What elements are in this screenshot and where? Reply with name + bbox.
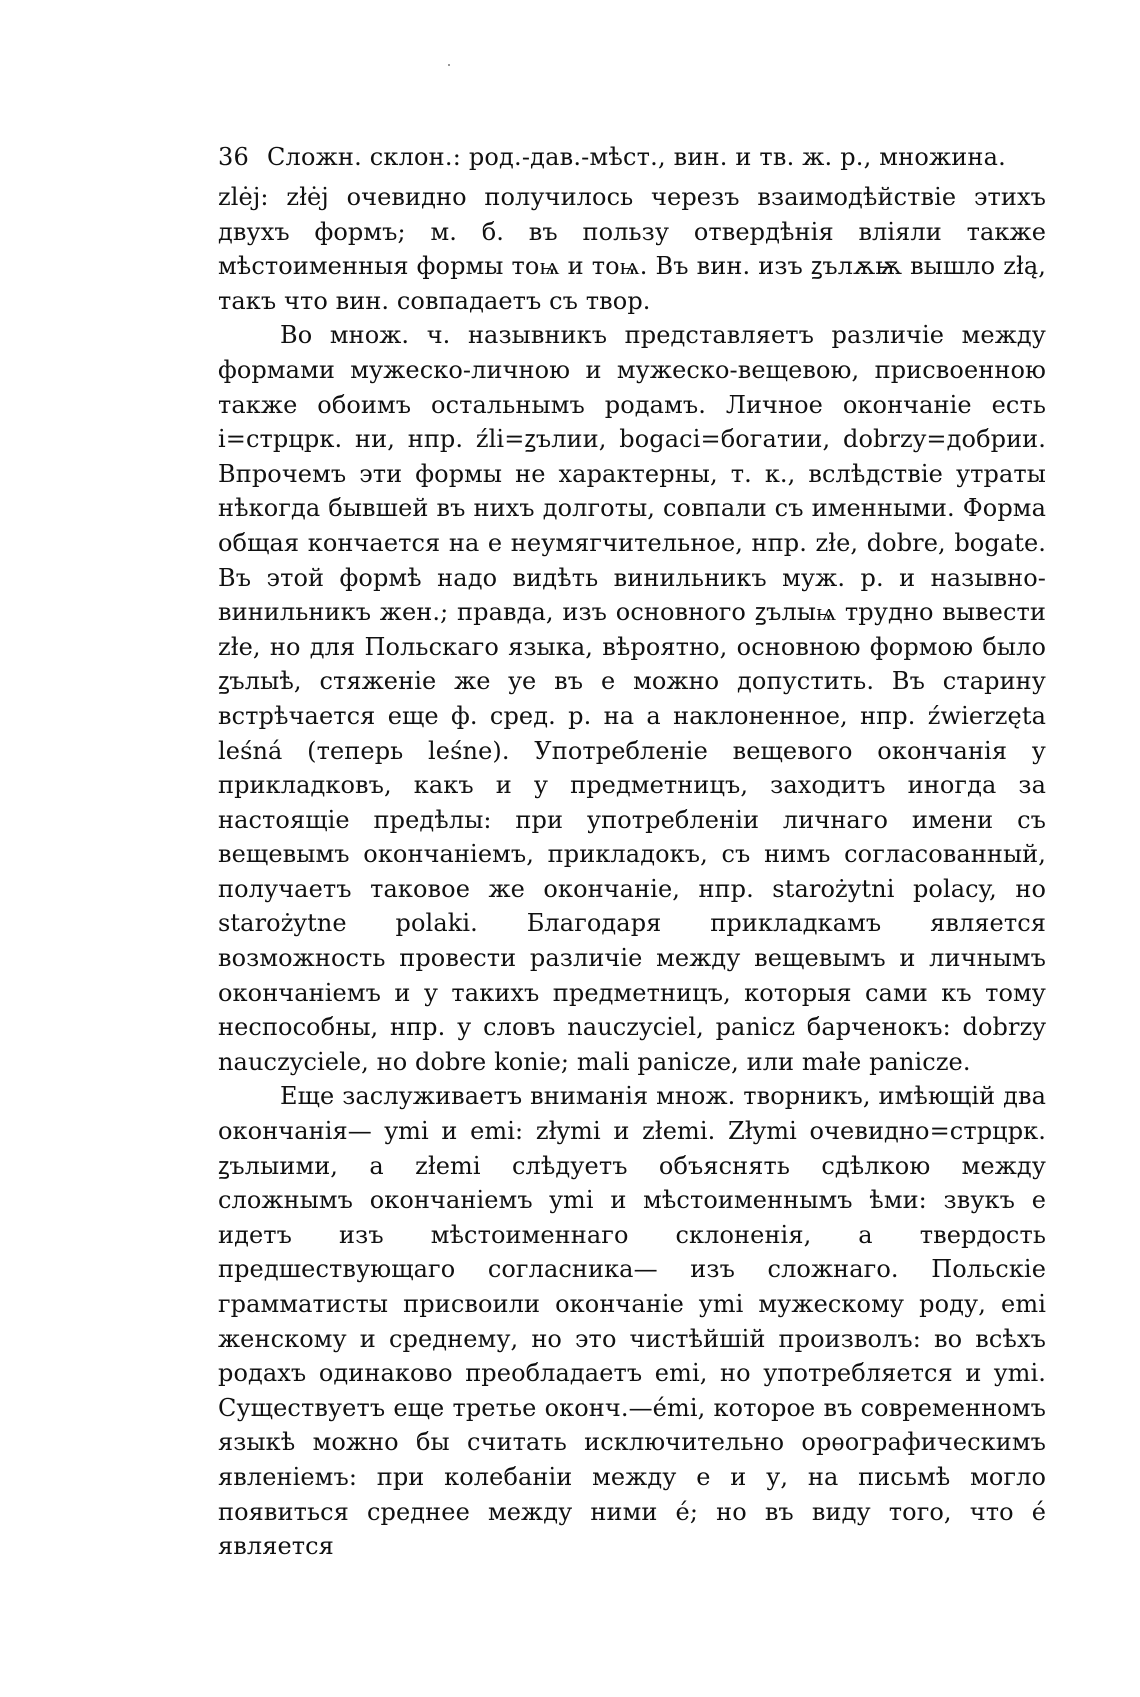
- running-header: [218, 140, 1046, 174]
- paragraph-2: Во множ. ч. назывникъ представляетъ различіе между формами мужеско-личною и мужеско-вещевою, присвоенною также обоимъ остальнымъ родамъ. Личное окончаніе есть і=стрцрк. ни, нпр. źli=ꙁълии, bogaci=богатии, dobrzy=добрии. Впрочемъ эти формы не характерны, т. к., вслѣдствіе утраты нѣкогда бывшей въ нихъ долготы, совпали съ именными. Форма общая кончается на е неумягчительное, нпр. złe, dobre, bogate. Въ этой формѣ надо видѣть винильникъ муж. р. и назывно-винильникъ жен.; правда, изъ основного ꙁълыѩ трудно вывести złe, но для Польскаго языка, вѣроятно, основною формою было ꙁълыѣ, стяженіе же ye въ е можно допустить. Въ старину встрѣчается еще ф. сред. р. на a наклоненное, нпр. źwierzęta leśná (теперь leśne). Употребленіе вещевого окончанія у прикладковъ, какъ и у предметницъ, заходитъ иногда за настоящіе предѣлы: при употребленіи личнаго имени съ вещевымъ окончаніемъ, прикладокъ, съ нимъ согласованный, получаетъ таковое же окончаніе, нпр. starożytni polacy, но starożytne polaki. Благодаря прикладкамъ является возможность провести различіе между вещевымъ и личнымъ окончаніемъ и у такихъ предметницъ, которыя сами къ тому неспособны, нпр. у словъ nauczyciel, panicz барченокъ: dobrzy nauczyciele, но dobre konie; mali panicze, или małe panicze.: [218, 321, 1046, 1076]
- page-body: [218, 140, 1046, 1564]
- scan-speck: [448, 64, 450, 66]
- paragraph-3: Еще заслуживаетъ вниманія множ. творникъ, имѣющій два окончанія— ymi и emi: złymi и złemi. Złymi очевидно=стрцрк. ꙁълыими, а złemi слѣдуетъ объяснять сдѣлкою между сложнымъ окончаніемъ ymi и мѣстоименнымъ ѣми: звукъ е идетъ изъ мѣстоименнаго склоненія, а твердость предшествующаго согласника— изъ сложнаго. Польскіе грамматисты присвоили окончаніе ymi мужескому роду, emi женскому и среднему, но это чистѣйшій произволъ: во всѣхъ родахъ одинаково преобладаетъ emi, но употребляется и ymi. Существуетъ еще третье оконч.—émi, которое въ современномъ языкѣ можно бы считать исключительно орѳографическимъ явленіемъ: при колебаніи между е и у, на письмѣ могло появиться среднее между ними é; но въ виду того, что é является: [218, 1082, 1046, 1561]
- page-number: 36: [218, 143, 249, 171]
- paragraph-1: zlėj: złėj очевидно получилось черезъ взаимодѣйствіе этихъ двухъ формъ; м. б. въ пользу отвердѣнія вліяли также мѣстоименныя формы тоѩ и тоѩ. Въ вин. изъ ꙁълѫѭ вышло złą, такъ что вин. совпадаетъ съ твор.: [218, 183, 1046, 315]
- running-head-title: Сложн. склон.: род.-дав.-мѣст., вин. и тв. ж. р., множина.: [266, 143, 1006, 171]
